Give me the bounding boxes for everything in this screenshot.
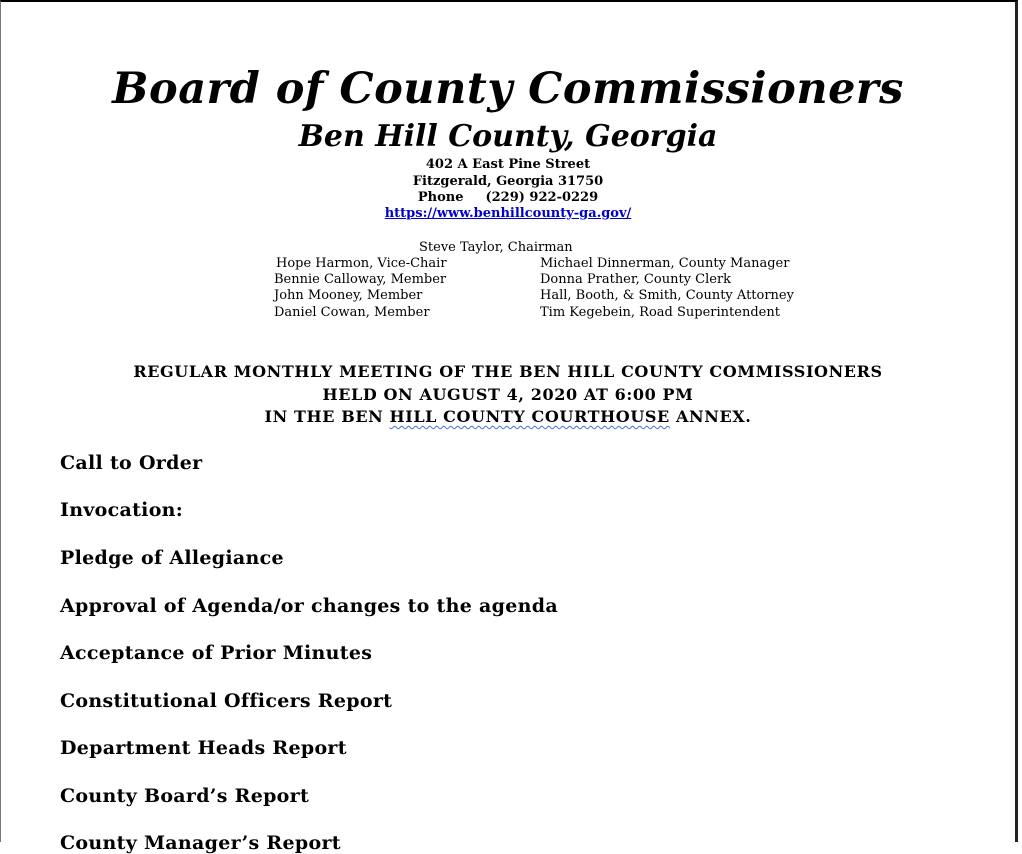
official-commissioner: Bennie Calloway, Member [274,272,447,287]
agenda-item: Acceptance of Prior Minutes [60,642,373,664]
phone-number: (229) 922-0229 [485,190,599,205]
agenda-item: County Board’s Report [60,785,310,807]
official-commissioner: Daniel Cowan, Member [274,305,430,320]
phone-line [1,190,1015,205]
official-staff: Donna Prather, County Clerk [540,272,732,287]
agenda-item: Invocation: [60,499,184,521]
official-commissioner: John Mooney, Member [274,288,423,303]
address-city: Fitzgerald, Georgia 31750 [412,174,604,189]
agenda-item: Call to Order [60,452,203,474]
official-chairman: Steve Taylor, Chairman [419,240,573,255]
page-title: Board of County Commissioners [112,64,904,114]
phone-label: Phone [417,190,464,205]
meeting-heading-line1: REGULAR MONTHLY MEETING OF THE BEN HILL COUNTY COMMISSIONERS [133,362,883,381]
official-staff: Tim Kegebein, Road Superintendent [540,305,780,320]
agenda-item: Constitutional Officers Report [60,690,393,712]
agenda-item: Pledge of Allegiance [60,547,284,569]
meeting-heading-suffix: ANNEX. [669,407,752,426]
meeting-heading-line3 [1,407,1015,426]
agenda-item: County Manager’s Report [60,832,341,854]
official-commissioner: Hope Harmon, Vice-Chair [276,256,447,271]
website-line [1,206,1015,221]
website-link[interactable]: https://www.benhillcounty-ga.gov/ [384,206,632,221]
meeting-heading-prefix: IN THE BEN [264,407,390,426]
spellcheck-flagged-text: HILL COUNTY COURTHOUSE [389,407,670,426]
agenda-item: Department Heads Report [60,737,347,759]
meeting-heading-line2: HELD ON AUGUST 4, 2020 AT 6:00 PM [322,385,694,404]
address-street: 402 A East Pine Street [425,157,591,172]
official-staff: Michael Dinnerman, County Manager [540,256,790,271]
page-subtitle: Ben Hill County, Georgia [298,119,718,154]
official-staff: Hall, Booth, & Smith, County Attorney [540,288,794,303]
agenda-item: Approval of Agenda/or changes to the agenda [60,595,558,617]
